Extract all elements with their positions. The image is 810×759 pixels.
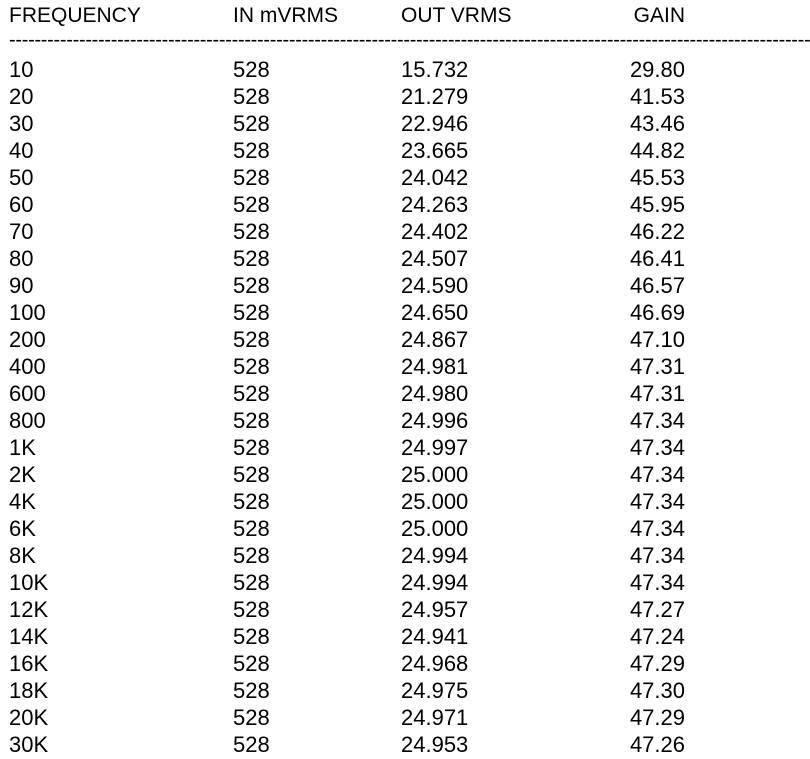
- cell-gain: 47.29: [629, 705, 685, 730]
- cell-out-vrms: 24.867: [401, 327, 469, 352]
- header-in-mvrms: IN mVRMS: [233, 4, 338, 27]
- cell-frequency: 10: [9, 57, 34, 82]
- cell-out-vrms: 24.996: [401, 408, 469, 433]
- cell-out-vrms: 15.732: [401, 57, 469, 82]
- cell-frequency: 60: [9, 192, 34, 217]
- table-row: [0, 110, 711, 137]
- cell-gain: 45.53: [629, 165, 685, 190]
- cell-gain: 47.34: [629, 435, 685, 460]
- cell-out-vrms: 24.975: [401, 678, 469, 703]
- cell-gain: 47.34: [629, 516, 685, 541]
- cell-frequency: 2K: [9, 462, 36, 487]
- cell-gain: 29.80: [629, 57, 685, 82]
- table-row: [0, 650, 711, 677]
- table-row: [0, 569, 711, 596]
- cell-frequency: 200: [9, 327, 46, 352]
- cell-frequency: 8K: [9, 543, 36, 568]
- cell-out-vrms: 25.000: [401, 462, 469, 487]
- cell-in-mvrms: 528: [233, 543, 270, 568]
- cell-gain: 47.34: [629, 408, 685, 433]
- cell-gain: 47.26: [629, 732, 685, 757]
- cell-gain: 46.41: [629, 246, 685, 271]
- cell-in-mvrms: 528: [233, 354, 270, 379]
- cell-in-mvrms: 528: [233, 462, 270, 487]
- cell-gain: 47.29: [629, 651, 685, 676]
- cell-gain: 47.30: [629, 678, 685, 703]
- cell-frequency: 50: [9, 165, 34, 190]
- cell-gain: 46.57: [629, 273, 685, 298]
- cell-gain: 46.69: [629, 300, 685, 325]
- table-row: [0, 245, 711, 272]
- cell-frequency: 80: [9, 246, 34, 271]
- cell-gain: 47.34: [629, 462, 685, 487]
- cell-frequency: 16K: [9, 651, 49, 676]
- cell-in-mvrms: 528: [233, 435, 270, 460]
- cell-gain: 47.34: [629, 570, 685, 595]
- table-row: [0, 407, 711, 434]
- cell-in-mvrms: 528: [233, 732, 270, 757]
- cell-in-mvrms: 528: [233, 624, 270, 649]
- cell-in-mvrms: 528: [233, 192, 270, 217]
- table-row: [0, 704, 711, 731]
- cell-out-vrms: 25.000: [401, 516, 469, 541]
- cell-in-mvrms: 528: [233, 246, 270, 271]
- cell-out-vrms: 24.590: [401, 273, 469, 298]
- cell-frequency: 30: [9, 111, 34, 136]
- cell-gain: 47.10: [629, 327, 685, 352]
- table-header: [0, 0, 711, 32]
- cell-in-mvrms: 528: [233, 408, 270, 433]
- table-row: [0, 353, 711, 380]
- cell-in-mvrms: 528: [233, 327, 270, 352]
- cell-frequency: 18K: [9, 678, 49, 703]
- cell-gain: 47.24: [629, 624, 685, 649]
- table-row: [0, 515, 711, 542]
- cell-frequency: 6K: [9, 516, 36, 541]
- cell-frequency: 90: [9, 273, 34, 298]
- table-row: [0, 542, 711, 569]
- cell-frequency: 4K: [9, 489, 36, 514]
- table-row: [0, 83, 711, 110]
- table-row: [0, 164, 711, 191]
- cell-gain: 47.27: [629, 597, 685, 622]
- cell-out-vrms: 24.263: [401, 192, 469, 217]
- cell-in-mvrms: 528: [233, 651, 270, 676]
- table-row: [0, 272, 711, 299]
- cell-frequency: 20K: [9, 705, 49, 730]
- cell-gain: 47.34: [629, 489, 685, 514]
- table-row: [0, 380, 711, 407]
- table-row: [0, 326, 711, 353]
- header-gain: GAIN: [633, 4, 685, 27]
- cell-gain: 44.82: [629, 138, 685, 163]
- cell-frequency: 800: [9, 408, 46, 433]
- cell-out-vrms: 24.941: [401, 624, 469, 649]
- cell-in-mvrms: 528: [233, 273, 270, 298]
- cell-frequency: 1K: [9, 435, 36, 460]
- table-row: [0, 677, 711, 704]
- table-row: [0, 596, 711, 623]
- cell-in-mvrms: 528: [233, 705, 270, 730]
- header-out-vrms: OUT VRMS: [401, 4, 512, 27]
- cell-frequency: 70: [9, 219, 34, 244]
- table-row: [0, 461, 711, 488]
- cell-out-vrms: 24.980: [401, 381, 469, 406]
- cell-frequency: 600: [9, 381, 46, 406]
- cell-in-mvrms: 528: [233, 84, 270, 109]
- cell-frequency: 10K: [9, 570, 49, 595]
- cell-frequency: 100: [9, 300, 46, 325]
- cell-gain: 46.22: [629, 219, 685, 244]
- cell-in-mvrms: 528: [233, 516, 270, 541]
- cell-out-vrms: 24.402: [401, 219, 469, 244]
- cell-gain: 41.53: [629, 84, 685, 109]
- cell-in-mvrms: 528: [233, 165, 270, 190]
- cell-out-vrms: 22.946: [401, 111, 469, 136]
- cell-frequency: 30K: [9, 732, 49, 757]
- header-divider: ------------------------------------------------------------------------------------------------------------------------------: [9, 29, 810, 51]
- cell-gain: 45.95: [629, 192, 685, 217]
- cell-in-mvrms: 528: [233, 597, 270, 622]
- cell-in-mvrms: 528: [233, 489, 270, 514]
- cell-out-vrms: 24.042: [401, 165, 469, 190]
- cell-in-mvrms: 528: [233, 570, 270, 595]
- cell-out-vrms: 25.000: [401, 489, 469, 514]
- cell-in-mvrms: 528: [233, 138, 270, 163]
- table-row: [0, 488, 711, 515]
- cell-in-mvrms: 528: [233, 219, 270, 244]
- table-body: [0, 56, 711, 758]
- table-row: [0, 623, 711, 650]
- cell-gain: 47.31: [629, 381, 685, 406]
- cell-out-vrms: 21.279: [401, 84, 469, 109]
- cell-frequency: 400: [9, 354, 46, 379]
- cell-gain: 47.34: [629, 543, 685, 568]
- table-row: [0, 191, 711, 218]
- cell-in-mvrms: 528: [233, 57, 270, 82]
- cell-gain: 43.46: [629, 111, 685, 136]
- cell-out-vrms: 24.650: [401, 300, 469, 325]
- cell-out-vrms: 23.665: [401, 138, 469, 163]
- cell-out-vrms: 24.997: [401, 435, 469, 460]
- cell-out-vrms: 24.968: [401, 651, 469, 676]
- cell-out-vrms: 24.981: [401, 354, 469, 379]
- table-row: [0, 137, 711, 164]
- cell-frequency: 20: [9, 84, 34, 109]
- cell-in-mvrms: 528: [233, 381, 270, 406]
- table-row: [0, 299, 711, 326]
- cell-in-mvrms: 528: [233, 678, 270, 703]
- cell-frequency: 14K: [9, 624, 49, 649]
- cell-out-vrms: 24.994: [401, 543, 469, 568]
- cell-gain: 47.31: [629, 354, 685, 379]
- table-row: [0, 56, 711, 83]
- table-row: [0, 434, 711, 461]
- header-frequency: FREQUENCY: [9, 4, 141, 27]
- cell-frequency: 40: [9, 138, 34, 163]
- cell-out-vrms: 24.507: [401, 246, 469, 271]
- cell-in-mvrms: 528: [233, 300, 270, 325]
- table-row: [0, 218, 711, 245]
- cell-frequency: 12K: [9, 597, 49, 622]
- cell-out-vrms: 24.971: [401, 705, 469, 730]
- cell-out-vrms: 24.957: [401, 597, 469, 622]
- cell-out-vrms: 24.994: [401, 570, 469, 595]
- cell-out-vrms: 24.953: [401, 732, 469, 757]
- table-row: [0, 731, 711, 758]
- cell-in-mvrms: 528: [233, 111, 270, 136]
